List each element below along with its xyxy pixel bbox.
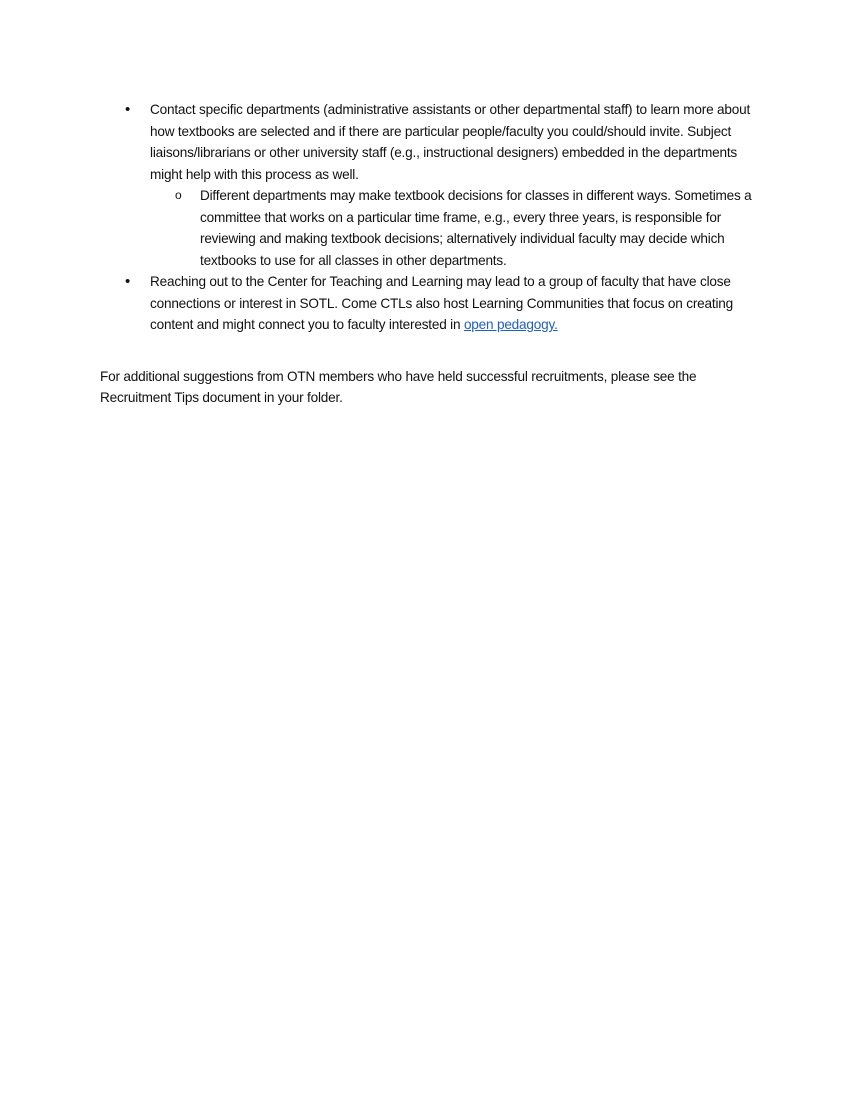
- sub-list-item: [150, 185, 760, 271]
- bullet-text: Contact specific departments (administrative assistants or other departmental staff) to learn more about how textbooks are selected and if there are particular people/faculty you could/should invite. Subject liaisons/librarians or other university staff (e.g., instructional designers) embedded in the departments might help with this process as well.: [150, 102, 751, 182]
- sub-bullet-text: Different departments may make textbook decisions for classes in different ways. Sometimes a committee that works on a particular time frame, e.g., every three years, is responsible for reviewing and making textbook decisions; alternatively individual faculty may decide which textbooks to use for all classes in other departments.: [200, 188, 752, 268]
- bullet-marker: •: [125, 101, 131, 118]
- sub-bullet-marker: o: [175, 188, 182, 202]
- bullet-marker: •: [125, 273, 131, 290]
- closing-paragraph: For additional suggestions from OTN members who have held successful recruitments, please see the Recruitment Tips document in your folder.: [100, 369, 697, 405]
- list-item: [100, 99, 760, 271]
- list-item: [100, 271, 760, 336]
- open-pedagogy-link[interactable]: open pedagogy.: [463, 317, 558, 332]
- sub-bullet-list: [150, 185, 760, 271]
- bullet-text: Reaching out to the Center for Teaching and Learning may lead to a group of faculty that have close connections or interest in SOTL. Come CTLs also host Learning Communities that focus on creating content and might connect you to faculty interested in: [150, 274, 733, 332]
- bullet-list: [100, 99, 760, 336]
